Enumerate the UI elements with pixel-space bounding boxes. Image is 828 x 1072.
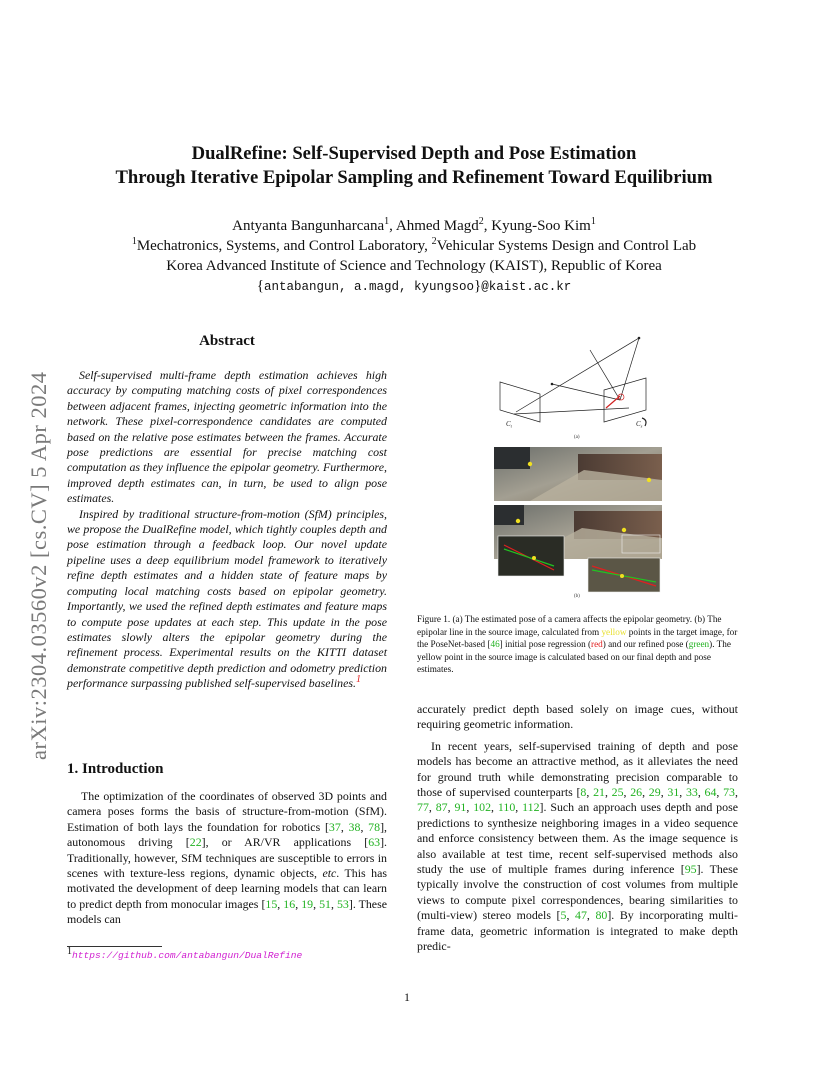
figure-caption: Figure 1. (a) The estimated pose of a camera affects the epipolar geometry. (b) The epipolar line in the source image, calculated from yellow points in the target image, for the PoseNet-based [46] initial pose regression (red) and our refined pose (green). The yellow point in the source image is calculated based on our final depth and pose estimates. (417, 614, 738, 675)
emails: {antabangun, a.magd, kyungsoo}@kaist.ac.kr (256, 278, 572, 294)
arxiv-stamp: arXiv:2304.03560v2 [cs.CV] 5 Apr 2024 (26, 371, 51, 760)
citation[interactable]: 26 (630, 785, 643, 800)
affiliation-2: Vehicular Systems Design and Control Lab (436, 238, 697, 254)
footnote-rule (67, 946, 162, 947)
citation[interactable]: 47 (575, 908, 587, 923)
epipolar-diagram (500, 338, 646, 426)
abstract-heading: Abstract (199, 333, 255, 349)
paper-title: DualRefine: Self-Supervised Depth and Pose Estimation Through Iterative Epipolar Sampling and Refinement Toward Equilibrium (115, 143, 713, 188)
github-link[interactable]: https://github.com/antabangun/DualRefine (72, 950, 303, 961)
author-3: Kyung-Soo Kim (491, 218, 591, 234)
citation[interactable]: 64 (704, 785, 717, 800)
citation[interactable]: 73 (723, 785, 735, 800)
citation[interactable]: 102 (473, 800, 492, 815)
citation[interactable]: 21 (593, 785, 605, 800)
label-b: (b) (574, 594, 580, 599)
page-number: 1 (404, 990, 410, 1004)
affiliation-1: Mechatronics, Systems, and Control Laboratory, (136, 238, 428, 254)
citation[interactable]: 5 (560, 908, 567, 923)
citation[interactable]: 112 (522, 800, 540, 815)
footnote-ref[interactable]: 1 (355, 674, 361, 686)
citation[interactable]: 77 (417, 800, 429, 815)
affiliation-3: Korea Advanced Institute of Science and Technology (KAIST), Republic of Korea (166, 258, 662, 274)
section-heading-introduction: 1. Introduction (67, 761, 164, 777)
intro-text: The optimization of the coordinates of observed 3D points and camera poses forms the basis of structure-from-motion (SfM). Estimation of both lays the foundation for robotics [37, 38, 78], autonomous driving [22], or AR/VR applications [63]. Traditionally, however, SfM techniques are susceptible to errors in scenes with texture-less regions, dynamic objects, etc. This has motivated the development of deep learning models that can learn to predict depth from monocular images [15, 16, 19, 51, 53]. These models can (67, 789, 388, 927)
citation[interactable]: 25 (611, 785, 624, 800)
abstract-text: Self-supervised multi-frame depth estimation achieves high accuracy by computing matching costs of pixel correspondences between adjacent frames, injecting geometric information into the network. These pixel-correspondence candidates are computed based on the relative pose estimates between the frames. Accurate pose predictions are essential for precise matching cost computation as they influence the epipolar geometry. Furthermore, improved depth estimates can, in turn, be used to align pose estimates. Inspired by traditional structure-from-motion (SfM) principles, we propose the DualRefine model, which tightly couples depth and pose estimation through a feedback loop. Our novel update pipeline uses a deep equilibrium model framework to iteratively refine depth estimates and a hidden state of feature maps by computing local matching costs based on epipolar geometry. Importantly, we used the refined depth estimates and feature maps to compute pose updates at each step. This update in the pose estimates slowly alters the epipolar geometry during the refinement process. Experimental results on the KITTI dataset demonstrate competitive depth prediction and odometry prediction performance surpassing published self-supervised baselines.$^1$ (67, 368, 387, 691)
citation[interactable]: 31 (667, 785, 680, 800)
citation[interactable]: 91 (454, 800, 467, 815)
citation[interactable]: 110 (497, 800, 516, 815)
label-a: (a) (574, 435, 580, 440)
zoom-inset-left (498, 536, 564, 576)
author-2: Ahmed Magd (395, 218, 479, 234)
figure-1 (494, 330, 662, 600)
citation[interactable]: 80 (595, 908, 608, 923)
author-1: Antyanta Bangunharcana (232, 218, 385, 234)
label-ct: $C_t$ (506, 420, 512, 429)
column-2-text: accurately predict depth based solely on image cues, without requiring geometric information. In recent years, self-supervised training of depth and pose models has become an attractive method, as it alleviates the need for ground truth while demonstrating precision comparable to those of supervised counterparts [8, 21, 25, 26, 29, 31, 33, 64, 73, 77, 87, 91, 102, 110, 112]. Such an approach uses depth and pose predictions to synthesize neighboring images in a video sequence and enforce consistency between them. As the image sequence is also available at test time, recent self-supervised methods also study the use of multiple frames during inference [95]. These typically involve the construction of cost volumes from multiple views to compute pixel correspondences, bearing similarities to (multi-view) stereo models [5, 47, 80]. By incorporating multi-frame data, geometric information is integrated to make depth predic- (417, 702, 738, 954)
citation[interactable]: 33 (685, 785, 698, 800)
footnote: $^1$https://github.com/antabangun/DualRefine (67, 946, 303, 961)
citation[interactable]: 29 (648, 785, 661, 800)
author-block: Antyanta Bangunharcana$^1$, Ahmed Magd$^2$, Kyung-Soo Kim$^1$ $^1$Mechatronics, Systems, and Control Laboratory, $^2$Vehicular Systems Design and Control Lab Korea Advanced Institute of Science and Technology (KAIST), Republic of Korea {antabangun, a.magd, kyungsoo}@kaist.ac.kr (60, 216, 768, 297)
citation[interactable]: 8 (580, 785, 587, 800)
label-cs: $C_s$ (636, 420, 643, 429)
kitti-frame-target (494, 447, 662, 501)
zoom-inset-right (588, 558, 660, 592)
citation[interactable]: 87 (435, 800, 448, 815)
